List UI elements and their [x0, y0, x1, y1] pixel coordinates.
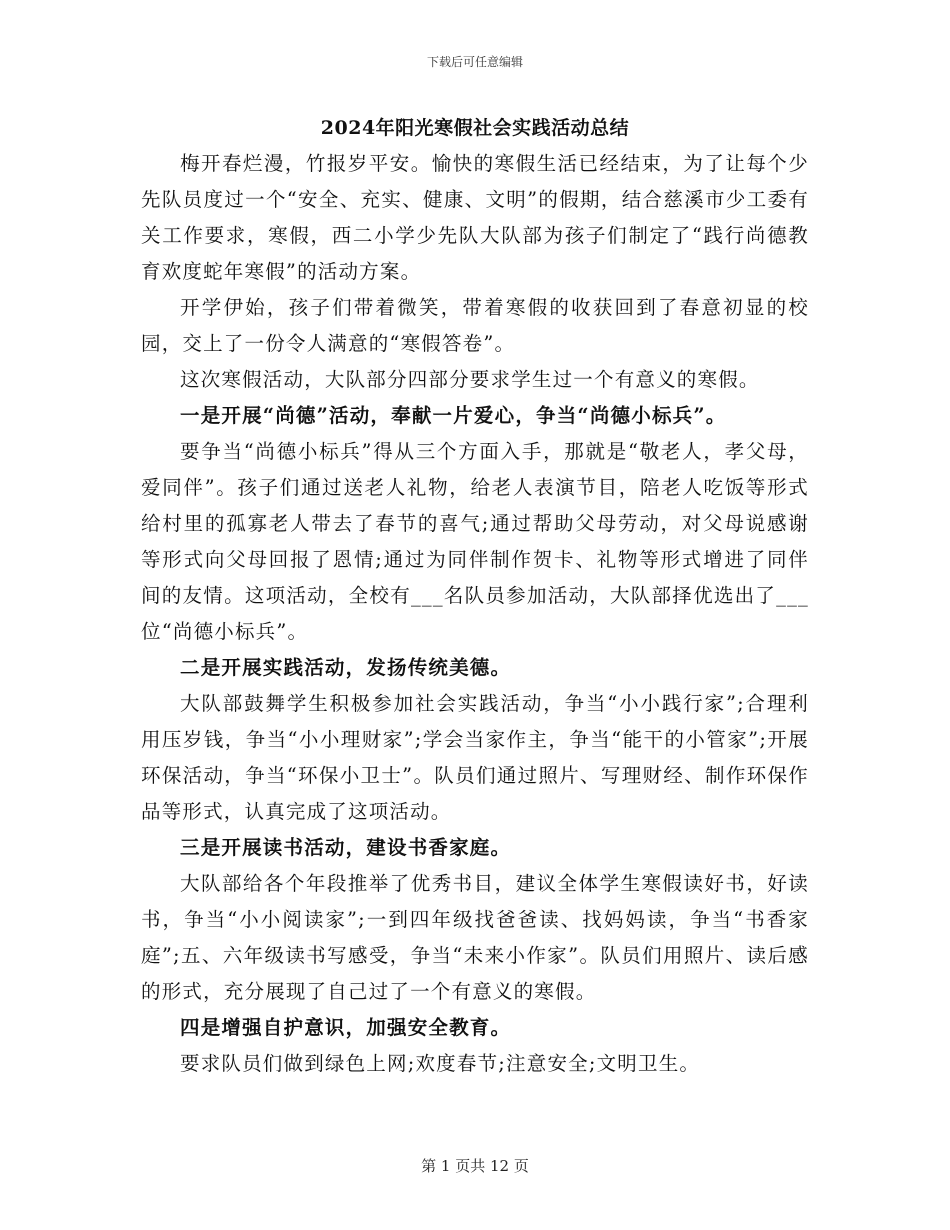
document-body — [141, 146, 809, 1082]
section-heading-3: 三是开展读书活动，建设书香家庭。 — [180, 836, 512, 859]
paragraph-intro: 梅开春烂漫，竹报岁平安。愉快的寒假生活已经结束，为了让每个少先队员度过一个“安全、充实、健康、文明”的假期，结合慈溪市少工委有关工作要求，寒假，西二小学少先队大队部为孩子们制定了“践行尚德教育欢度蛇年寒假”的活动方案。 — [141, 152, 809, 283]
paragraph-section-2: 大队部鼓舞学生积极参加社会实践活动，争当“小小践行家”;合理利用压岁钱，争当“小小理财家”;学会当家作主，争当“能干的小管家”;开展环保活动，争当“环保小卫士”。队员们通过照片、写理财经、制作环保作品等形式，认真完成了这项活动。 — [141, 692, 809, 823]
section-heading-2: 二是开展实践活动，发扬传统美德。 — [180, 656, 512, 679]
paragraph-return-to-school: 开学伊始，孩子们带着微笑，带着寒假的收获回到了春意初显的校园，交上了一份令人满意的“寒假答卷”。 — [141, 296, 809, 355]
section-heading-1: 一是开展“尚德”活动，奉献一片爱心，争当“尚德小标兵”。 — [180, 404, 727, 427]
page-number-footer: 第 1 页共 12 页 — [421, 1157, 529, 1175]
paragraph-section-1: 要争当“尚德小标兵”得从三个方面入手，那就是“敬老人，孝父母，爱同伴”。孩子们通过送老人礼物，给老人表演节目，陪老人吃饭等形式给村里的孤寡老人带去了春节的喜气;通过帮助父母劳动，对父母说感谢等形式向父母回报了恩情;通过为同伴制作贺卡、礼物等形式增进了同伴间的友情。这项活动，全校有___名队员参加活动，大队部择优选出了___位“尚德小标兵”。 — [141, 440, 809, 643]
paragraph-section-3: 大队部给各个年段推举了优秀书目，建议全体学生寒假读好书，好读书，争当“小小阅读家”;一到四年级找爸爸读、找妈妈读，争当“书香家庭”;五、六年级读书写感受，争当“未来小作家”。队员们用照片、读后感的形式，充分展现了自己过了一个有意义的寒假。 — [141, 872, 809, 1003]
paragraph-overview: 这次寒假活动，大队部分四部分要求学生过一个有意义的寒假。 — [180, 368, 760, 391]
page-header-note: 下载后可任意编辑 — [426, 55, 523, 69]
document-title: 2024年阳光寒假社会实践活动总结 — [320, 117, 630, 139]
paragraph-section-4: 要求队员们做到绿色上网;欢度春节;注意安全;文明卫生。 — [180, 1052, 701, 1075]
section-heading-4: 四是增强自护意识，加强安全教育。 — [180, 1016, 512, 1039]
